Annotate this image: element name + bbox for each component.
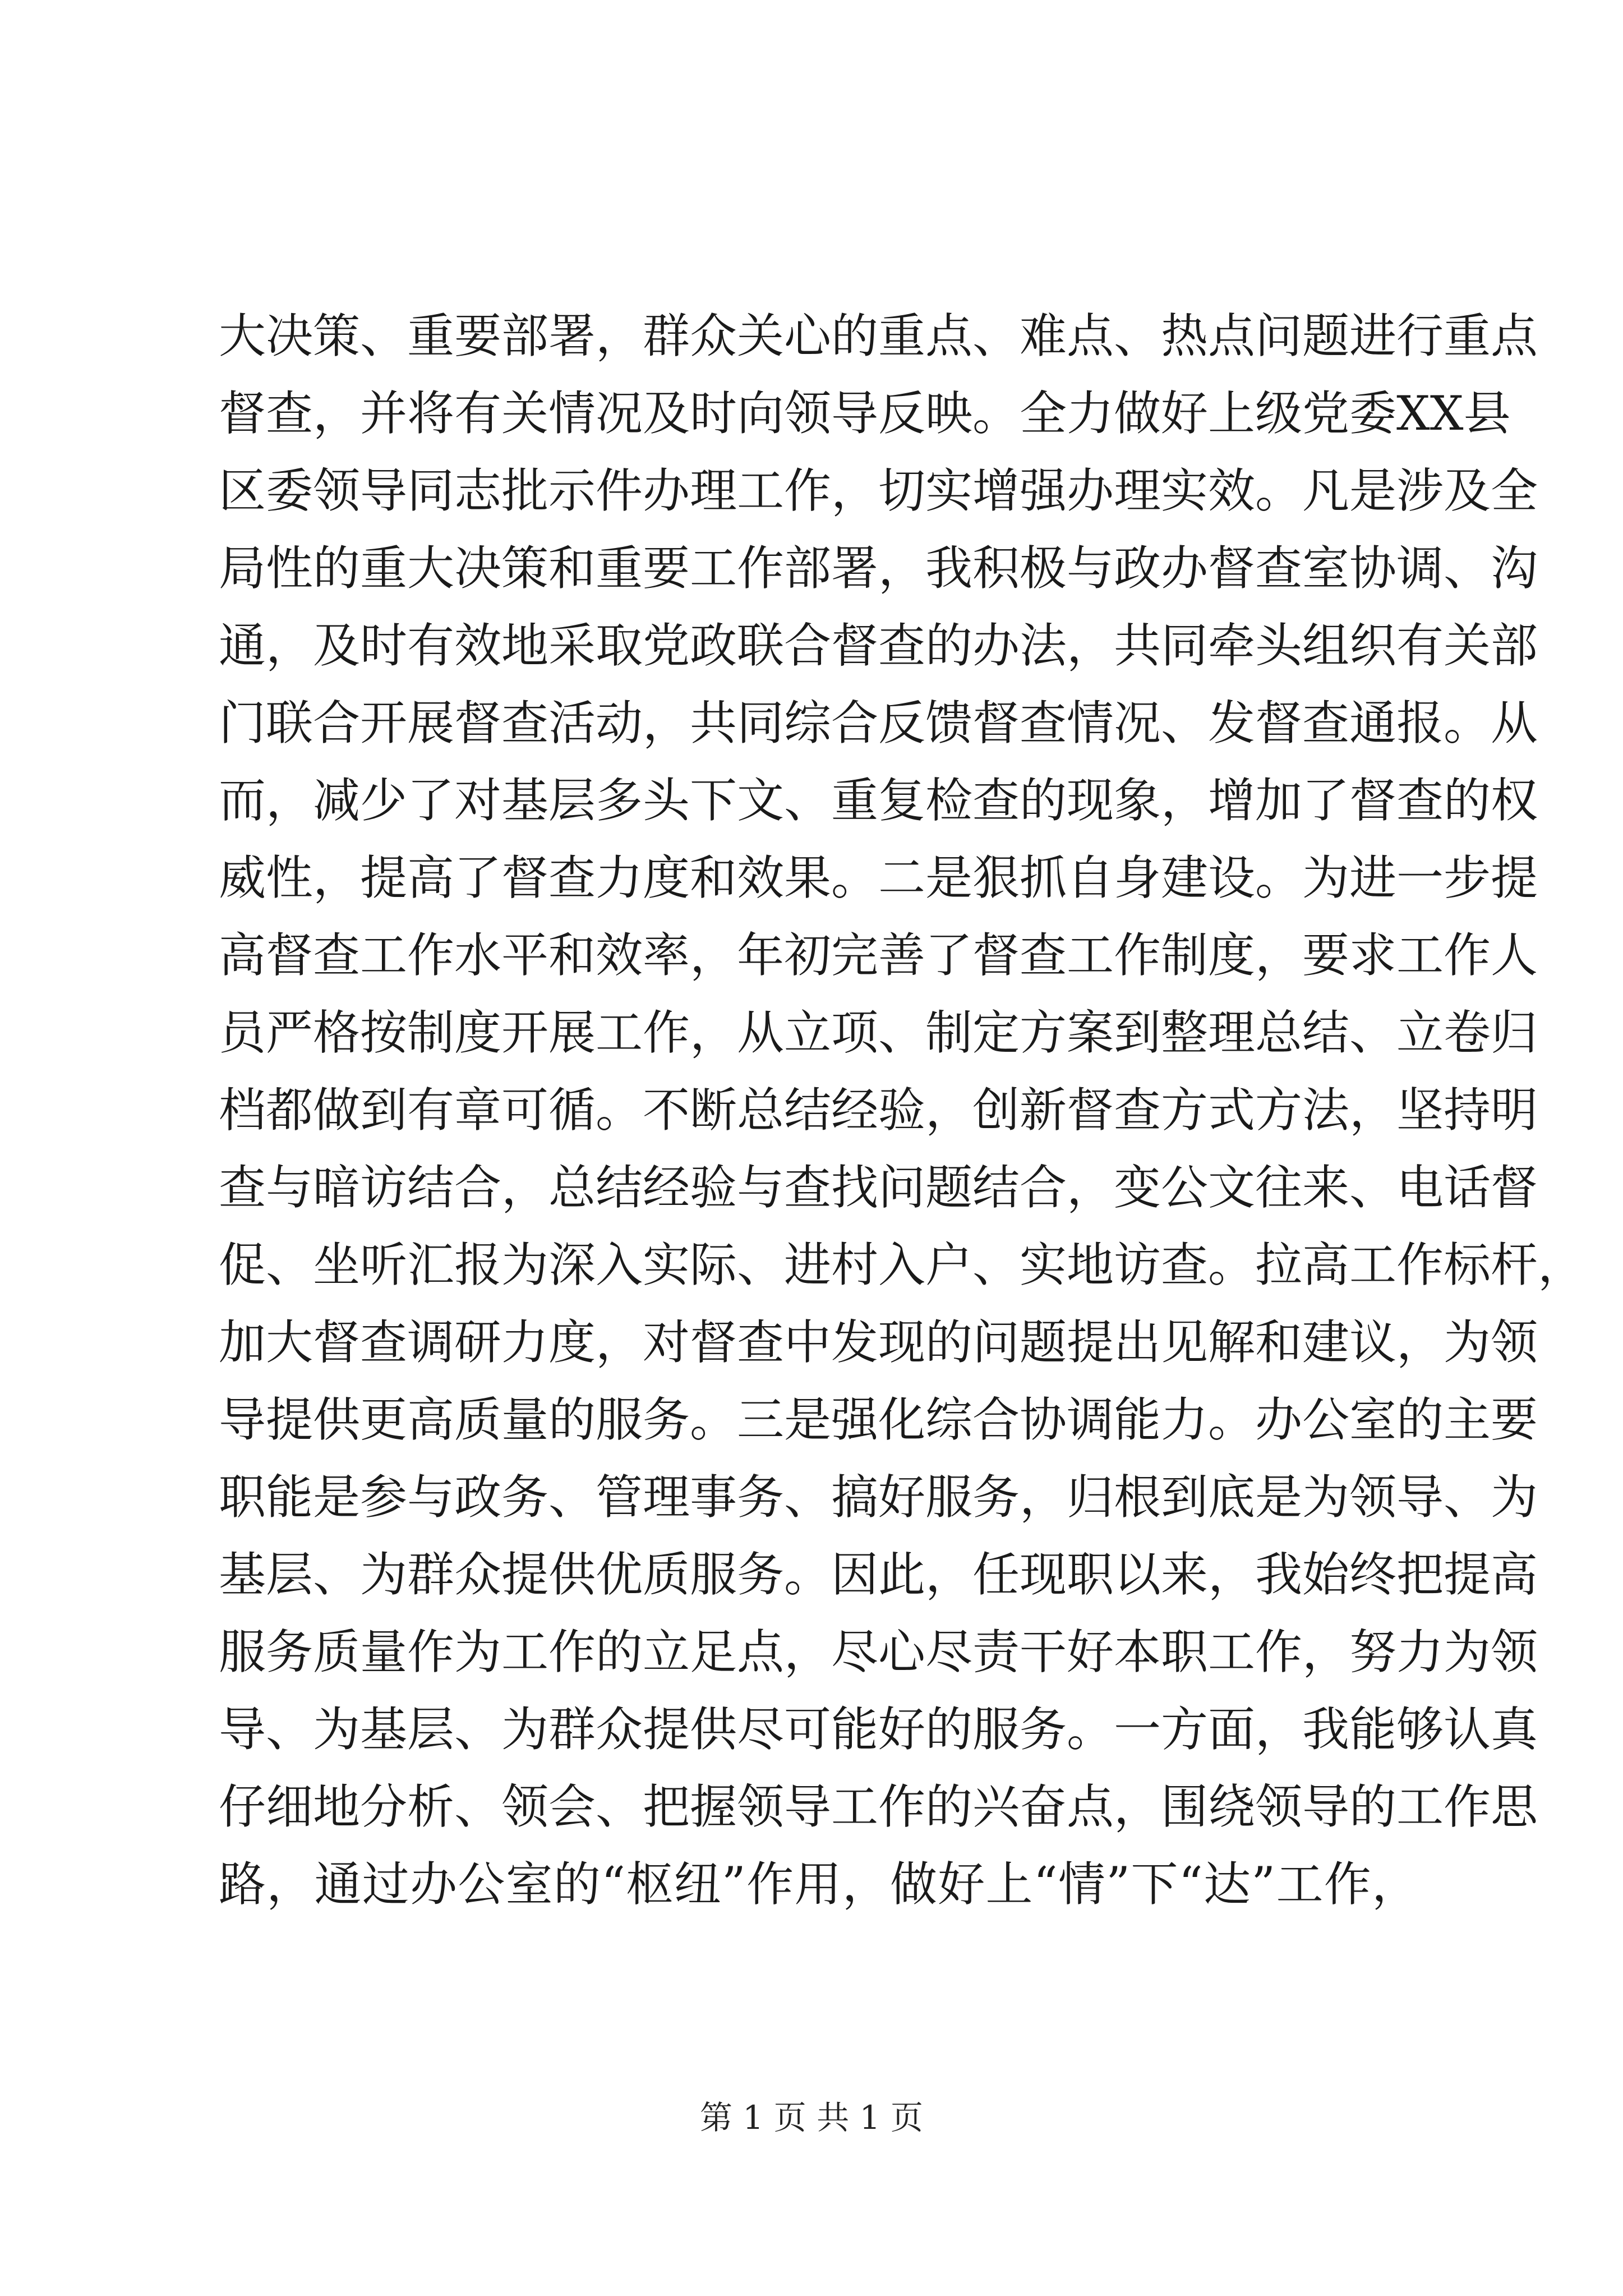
text-line: 督查，并将有关情况及时向领导反映。全力做好上级党委XX县	[219, 386, 1511, 441]
text-line: 档都做到有章可循。不断总结经验，创新督查方式方法，坚持明	[219, 1083, 1538, 1138]
text-line: 大决策、重要部署，群众关心的重点、难点、热点问题进行重点	[219, 309, 1538, 364]
text-line: 路，通过办公室的“枢纽”作用，做好上“情”下“达”工作，	[219, 1857, 1419, 1912]
text-line: 门联合开展督查活动，共同综合反馈督查情况、发督查通报。从	[219, 696, 1538, 751]
text-line: 局性的重大决策和重要工作部署，我积极与政办督查室协调、沟	[219, 541, 1538, 596]
text-line: 区委领导同志批示件办理工作，切实增强办理实效。凡是涉及全	[219, 463, 1538, 518]
text-line: 促、坐听汇报为深入实际、进村入户、实地访查。拉高工作标杆，	[219, 1237, 1585, 1292]
text-line: 而，减少了对基层多头下文、重复检查的现象，增加了督查的权	[219, 773, 1538, 828]
text-line: 加大督查调研力度，对督查中发现的问题提出见解和建议，为领	[219, 1315, 1538, 1370]
text-line: 职能是参与政务、管理事务、搞好服务，归根到底是为领导、为	[219, 1470, 1538, 1525]
text-line: 服务质量作为工作的立足点，尽心尽责干好本职工作，努力为领	[219, 1625, 1538, 1680]
text-line: 导、为基层、为群众提供尽可能好的服务。一方面，我能够认真	[219, 1702, 1538, 1757]
page-footer	[0, 2098, 1623, 2137]
text-line: 高督查工作水平和效率，年初完善了督查工作制度，要求工作人	[219, 928, 1538, 983]
text-line: 员严格按制度开展工作，从立项、制定方案到整理总结、立卷归	[219, 1005, 1538, 1060]
text-line: 基层、为群众提供优质服务。因此，任现职以来，我始终把提高	[219, 1547, 1538, 1602]
body-text	[219, 297, 1585, 1923]
text-line: 通，及时有效地采取党政联合督查的办法，共同牵头组织有关部	[219, 618, 1538, 673]
text-line: 导提供更高质量的服务。三是强化综合协调能力。办公室的主要	[219, 1392, 1538, 1447]
page-number-label: 第 1 页 共 1 页	[700, 2099, 923, 2137]
text-line: 查与暗访结合，总结经验与查找问题结合，变公文往来、电话督	[219, 1160, 1538, 1215]
text-line: 威性，提高了督查力度和效果。二是狠抓自身建设。为进一步提	[219, 850, 1538, 905]
text-line: 仔细地分析、领会、把握领导工作的兴奋点，围绕领导的工作思	[219, 1779, 1538, 1834]
